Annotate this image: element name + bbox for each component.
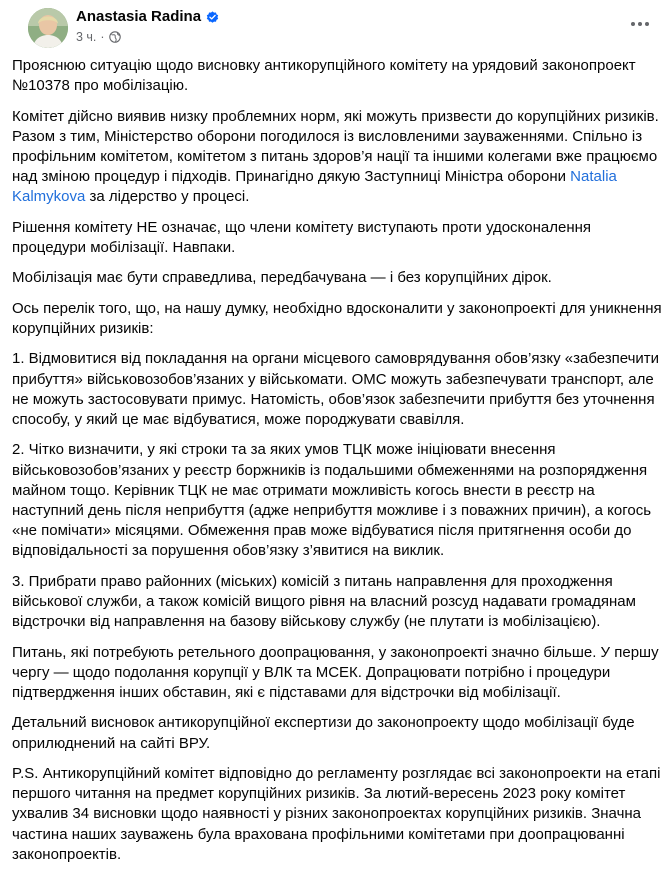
- verified-badge-icon: [206, 11, 219, 24]
- more-options-button[interactable]: [624, 12, 656, 36]
- post-paragraph: Питань, які потребують ретельного доопрацювання, у законопроекті значно більше. У першу чергу — щодо подолання корупції у ВЛК та МСЕК. Допрацювати потрібно і процедури підтвердження інших обставин, які є підставами для відстрочки від мобілізації.: [12, 643, 659, 701]
- paragraph-text: за лідерство у процесі.: [85, 188, 250, 206]
- globe-icon[interactable]: [109, 31, 121, 43]
- post-paragraph: 2. Чітко визначити, у які строки та за яких умов ТЦК може ініціювати внесення військовозобов’язаних у реєстр боржників із подальшими обмеженнями на розпорядження майном тощо. Керівник ТЦК не має отримати можливість когось внести в реєстр на наступний день після неприбуття (адже неприбуття можливе і з поважних причин), а когось «не помічати» місяцями. Обмеження прав може відбуватися після притягнення особи до відповідальності за порушення обов’язку з’явитися на виклик.: [12, 441, 652, 560]
- post-meta: [76, 29, 121, 45]
- more-options-icon: [630, 21, 650, 27]
- author-avatar[interactable]: [28, 8, 68, 48]
- post-paragraph: 1. Відмовитися від покладання на органи місцевого самоврядування обов’язку «забезпечити прибуття» військовозобов’язаних у військомати. ОМС можуть забезпечувати транспорт, але не можуть застосовувати примус. Натомість, обов’язок забезпечити прибуття без уточнення способу, у який це має відбуватися, може породжувати свавілля.: [12, 350, 660, 428]
- post-paragraph: Прояснюю ситуацію щодо висновку антикорупційного комітету на урядовий законопроект №10378 про мобілізацію.: [12, 57, 636, 95]
- post-text: [12, 56, 662, 875]
- post-paragraph: [12, 107, 662, 208]
- post-paragraph: P.S. Антикорупційний комітет відповідно до регламенту розглядає всі законопроекти на етапі першого читання на предмет корупційних ризиків. За лютий-вересень 2023 року комітет ухвалив 34 висновки щодо наявності у різних законопроектах корупційних ризиків. Значна частина наших зауважень була врахована профільними комітетами при доопрацюванні законопроектів.: [12, 764, 661, 863]
- mention-link[interactable]: Natalia Kalmykova: [12, 168, 617, 206]
- avatar-portrait-icon: [28, 8, 68, 48]
- post-header: [16, 0, 670, 56]
- paragraph-text: Комітет дійсно виявив низку проблемних норм, які можуть призвести до корупційних ризиків. Разом з тим, Міністерство оборони погодилося із висловленими зауваженнями. Спільно із профільним комітетом, комітетом з питань здоров’я нації та іншими колегами вже працюємо над зміною процедур і підходів. Принагідно дякую Заступниці Міністра оборони: [12, 107, 659, 186]
- post-paragraph: 3. Прибрати право районних (міських) комісій з питань направлення для проходження військової служби, а також комісій вищого рівня на власний розсуд надавати громадянам відстрочки від направлення на базову військову службу (не плутати із мобілізацією).: [12, 572, 636, 631]
- post-paragraph: Детальний висновок антикорупційної експертизи до законопроекту щодо мобілізації буде оприлюднений на сайті ВРУ.: [12, 714, 635, 752]
- author-row: [76, 8, 219, 26]
- post-time[interactable]: 3 ч.: [76, 30, 97, 44]
- post-paragraph: Ось перелік того, що, на нашу думку, необхідно вдосконалити у законопроекті для уникнення корупційних ризиків:: [12, 299, 662, 337]
- meta-separator: ·: [100, 30, 105, 44]
- post-paragraph: Рішення комітету НЕ означає, що члени комітету виступають проти удосконалення процедури мобілізації. Навпаки.: [12, 218, 592, 256]
- post-paragraph: Мобілізація має бути справедлива, передбачувана — і без корупційних дірок.: [12, 269, 552, 287]
- author-name[interactable]: Anastasia Radina: [76, 8, 202, 25]
